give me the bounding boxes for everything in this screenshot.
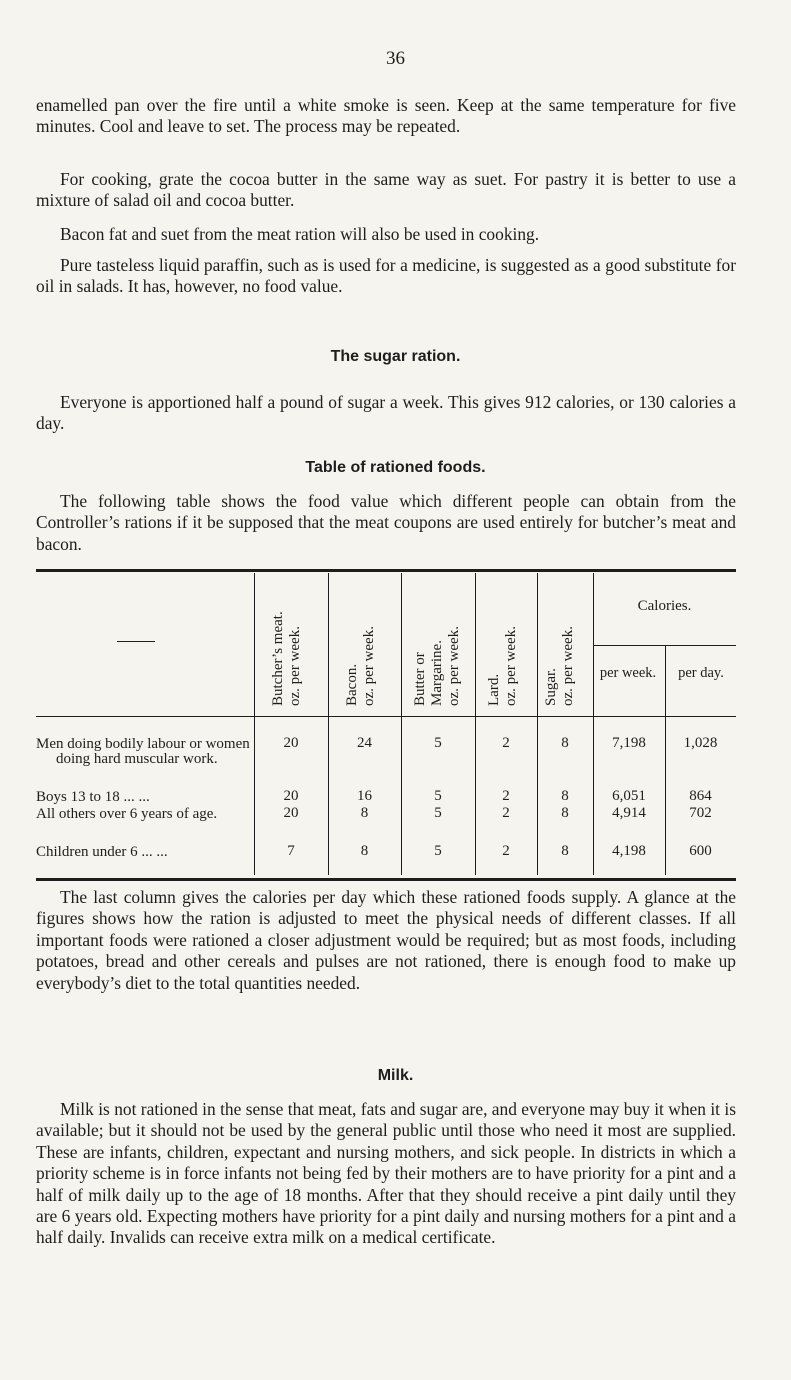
table-heading: Table of rationed foods. xyxy=(305,459,486,476)
paragraph-after-table: The last column gives the calories per day which these rationed foods supply. A glance at the figures shows how the ration is adjusted to meet the physical needs of different classes. If all important foods were rationed a closer adjustment would be required; but as most foods, including potatoes, bread and other cereals and pulses are not rationed, there is enough food to make up everybody’s diet to the total quantities needed. xyxy=(36,887,736,993)
paragraph-enamelled-pan: enamelled pan over the fire until a white smoke is seen. Keep at the same temperature for five minutes. Cool and leave to set. The process may be repeated. xyxy=(36,95,736,137)
table-cell: 2 xyxy=(502,735,510,751)
table-header-rule xyxy=(36,716,736,717)
table-cell: 8 xyxy=(561,735,569,751)
table-column-divider xyxy=(593,573,594,875)
table-column-divider xyxy=(537,573,538,875)
milk-heading: Milk. xyxy=(377,1067,414,1084)
table-cell: 4,198 xyxy=(612,843,646,859)
table-cell: 2 xyxy=(502,843,510,859)
table-cell: 5 xyxy=(434,735,442,751)
paragraph-bacon-fat: Bacon fat and suet from the meat ration will also be used in cooking. xyxy=(60,224,540,244)
table-cell: 4,914 xyxy=(612,805,646,821)
table-column-divider xyxy=(401,573,402,875)
stub-dash xyxy=(117,641,155,642)
table-cell: 24 xyxy=(357,735,372,751)
table-cell: 8 xyxy=(360,843,369,859)
table-cell: 5 xyxy=(434,788,442,804)
row-label-boys: Boys 13 to 18 ... ... xyxy=(36,789,150,805)
table-cell: 600 xyxy=(689,843,712,859)
table-cell: 20 xyxy=(283,805,299,821)
column-header-butchers-meat: Butcher’s meat. oz. per week. xyxy=(270,611,303,706)
table-cell: 1,028 xyxy=(683,735,718,751)
paragraph-table-intro: The following table shows the food value which different people can obtain from the Controller’s rations if it be supposed that the meat coupons are used entirely for butcher’s meat and bacon. xyxy=(36,491,736,554)
per-day-header: per day. xyxy=(678,665,724,681)
table-cell: 2 xyxy=(502,805,510,821)
table-cell: 864 xyxy=(689,788,712,804)
table-cell: 20 xyxy=(283,735,299,751)
calories-header: Calories. xyxy=(637,598,692,614)
paragraph-cooking: For cooking, grate the cocoa butter in the same way as suet. For pastry it is better to use a mixture of salad oil and cocoa butter. xyxy=(36,169,736,211)
table-column-divider xyxy=(328,573,329,875)
table-cell: 16 xyxy=(357,788,372,804)
table-column-divider xyxy=(475,573,476,875)
table-cell: 702 xyxy=(689,805,712,821)
page-number: 36 xyxy=(386,48,405,69)
table-cell: 7,198 xyxy=(612,735,646,751)
row-label-children: Children under 6 ... ... xyxy=(36,844,168,860)
table-cell: 20 xyxy=(283,788,299,804)
table-column-divider xyxy=(254,573,255,875)
table-cell: 8 xyxy=(561,788,569,804)
row-label-men: Men doing bodily labour or women doing hard muscular work. xyxy=(36,736,250,767)
table-cell: 8 xyxy=(561,805,569,821)
row-label-others: All others over 6 years of age. xyxy=(36,806,218,822)
table-cell: 5 xyxy=(434,805,442,821)
paragraph-paraffin: Pure tasteless liquid paraffin, such as is used for a medicine, is suggested as a good substitute for oil in salads. It has, however, no food value. xyxy=(36,255,736,297)
column-header-sugar: Sugar. oz. per week. xyxy=(543,626,576,706)
table-cell: 2 xyxy=(502,788,510,804)
table-top-rule xyxy=(36,569,736,572)
paragraph-sugar: Everyone is apportioned half a pound of sugar a week. This gives 912 calories, or 130 calories a day. xyxy=(36,392,736,434)
table-cell: 7 xyxy=(287,843,295,859)
table-cell: 8 xyxy=(561,843,569,859)
table-cell: 5 xyxy=(434,843,442,859)
column-header-butter-margarine: Butter or Margarine. oz. per week. xyxy=(412,626,462,706)
per-week-header: per week. xyxy=(599,665,657,681)
table-cell: 6,051 xyxy=(612,788,646,804)
paragraph-milk: Milk is not rationed in the sense that meat, fats and sugar are, and everyone may buy it when it is available; but it should not be used by the general public until those who need it most are supplied. These are infants, children, expectant and nursing mothers, and sick people. In districts in which a priority scheme is in force infants not being fed by their mothers are to have priority for a pint and a half of milk daily up to the age of 18 months. After that they should receive a pint daily until they are 6 years old. Expecting mothers have priority for a pint daily and nursing mothers for a pint and a half daily. Invalids can receive extra milk on a medical certificate. xyxy=(36,1099,736,1248)
column-header-lard: Lard. oz. per week. xyxy=(486,626,519,706)
column-header-bacon: Bacon. oz. per week. xyxy=(344,626,377,706)
calories-subheader-rule xyxy=(593,645,736,646)
table-cell: 8 xyxy=(360,805,369,821)
sugar-ration-heading: The sugar ration. xyxy=(330,348,461,365)
table-bottom-rule xyxy=(36,878,736,881)
